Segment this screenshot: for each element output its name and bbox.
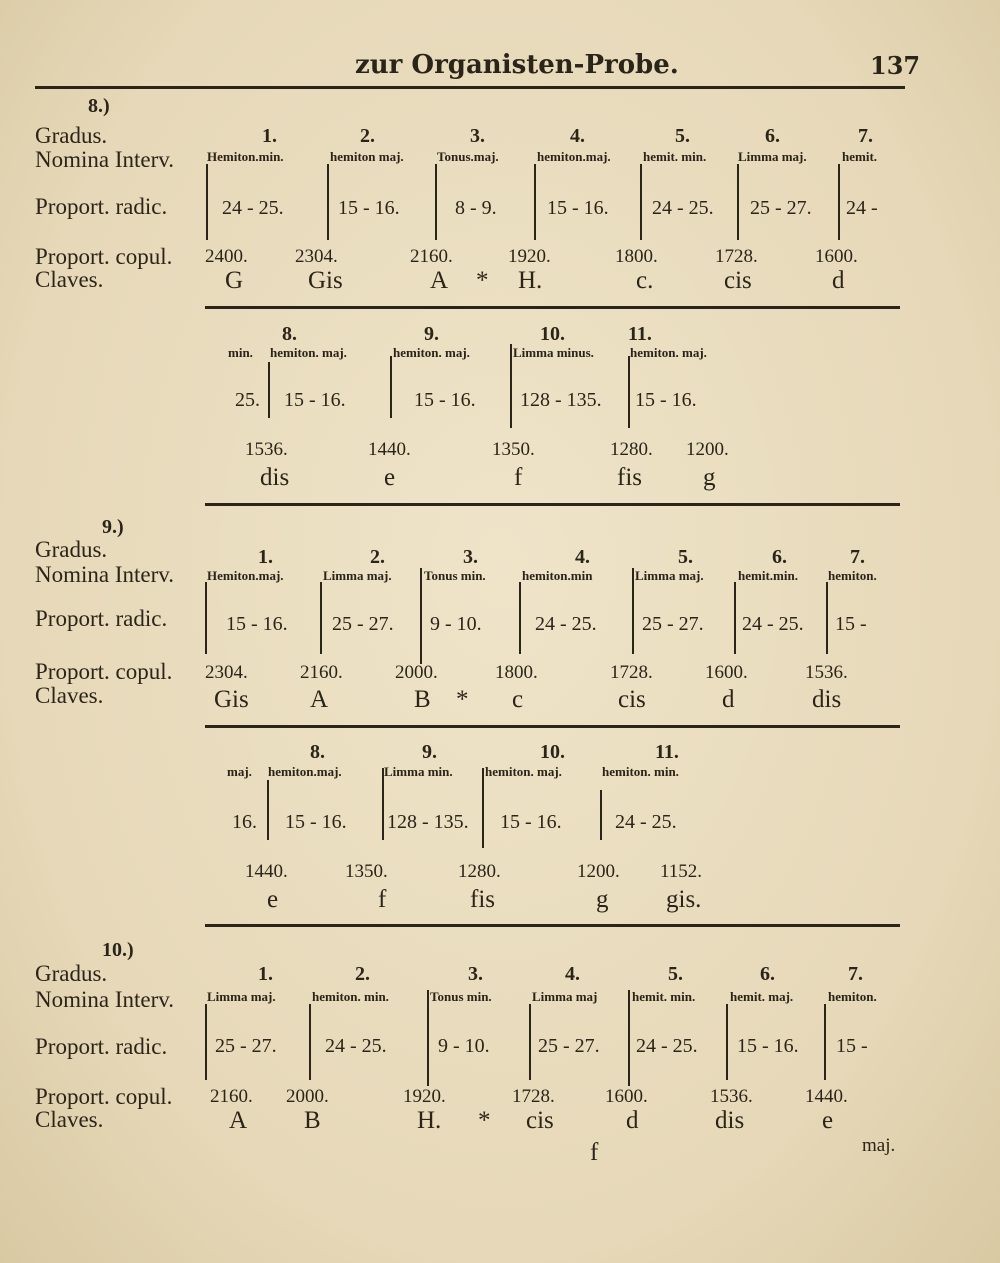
interval-name: hemiton. maj. [393,345,470,360]
gradus-number: 10. [540,741,565,763]
gradus-number: 1. [258,546,273,568]
section-rule [205,924,900,927]
radix-ratio: 15 - 16. [500,811,562,833]
clavis-note: cis [618,686,646,713]
gradus-number: 2. [360,125,375,147]
interval-name: Limma maj. [635,568,704,583]
clavis-note: d [832,267,845,294]
copula-value: 1536. [245,439,288,460]
nomina-label: Nomina Interv. [35,147,175,172]
proport-copul-label: Proport. copul. [35,244,173,269]
gradus-number: 4. [575,546,590,568]
radix-ratio: 15 - 16. [635,389,697,411]
section-rule [205,725,900,728]
interval-name: hemiton.min [522,568,593,583]
copula-value: 1728. [512,1086,555,1107]
gradus-number: 4. [570,125,585,147]
gradus-number: 1. [258,963,273,985]
column-divider [600,790,602,840]
column-divider [628,356,630,428]
radix-ratio: 15 - [836,1035,868,1057]
gradus-number: 5. [675,125,690,147]
clavis-note: * [456,686,469,713]
clavis-note: e [822,1107,834,1134]
proport-copul-label: Proport. copul. [35,1084,173,1109]
interval-name: Limma minus. [513,345,594,360]
clavis-note: cis [526,1107,554,1134]
interval-name: Tonus min. [430,989,492,1004]
column-divider [737,164,739,240]
clavis-note: * [478,1107,491,1134]
gradus-number: 11. [655,741,679,763]
proport-radic-label: Proport. radic. [35,194,168,219]
clavis-note: fis [617,464,642,491]
clavis-note: A [229,1107,248,1134]
column-divider [205,582,207,654]
clavis-note: e [384,464,396,491]
interval-name: maj. [227,764,252,779]
claves-label: Claves. [35,683,104,708]
column-divider [826,582,828,654]
column-divider [320,582,322,654]
gradus-number: 3. [463,546,478,568]
interval-name: hemit. [842,149,878,164]
copula-value: 2000. [395,662,438,683]
clavis-note: fis [470,886,495,913]
clavis-note: B [304,1107,321,1134]
nomina-label: Nomina Interv. [35,562,175,587]
column-divider [519,582,521,654]
radix-ratio: 9 - 10. [430,613,482,635]
interval-name: Hemiton.min. [207,149,284,164]
clavis-note: cis [724,267,752,294]
interval-name: hemiton maj. [330,149,404,164]
radix-ratio: 15 - 16. [547,197,609,219]
radix-ratio: 25 - 27. [215,1035,277,1057]
interval-name: hemit. min. [643,149,707,164]
gradus-number: 5. [668,963,683,985]
gradus-number: 6. [765,125,780,147]
nomina-label: Nomina Interv. [35,987,175,1012]
radix-ratio: 15 - 16. [284,389,346,411]
copula-value: 2160. [300,662,343,683]
clavis-note: H. [518,267,543,294]
copula-value: 1440. [805,1086,848,1107]
copula-value: 2400. [205,246,248,267]
section-number: 9.) [102,516,124,538]
column-divider [534,164,536,240]
clavis-note: dis [715,1107,745,1134]
column-divider [420,568,422,664]
running-title: zur Organisten-Probe. [355,50,679,80]
gradus-number: 11. [628,323,652,345]
copula-value: 1350. [492,439,535,460]
section-number: 8.) [88,95,110,117]
header-rule [35,86,905,89]
interval-name: hemiton.maj. [537,149,611,164]
clavis-note: d [626,1107,639,1134]
radix-ratio: 9 - 10. [438,1035,490,1057]
clavis-note: c [512,686,524,713]
interval-name: Tonus.maj. [437,149,499,164]
radix-ratio: 24 - 25. [615,811,677,833]
copula-value: 2160. [410,246,453,267]
column-divider [205,1004,207,1080]
section-number: 10.) [102,939,134,961]
interval-name: Limma maj. [323,568,392,583]
column-divider [824,1004,826,1080]
copula-value: 1200. [577,861,620,882]
copula-value: 1280. [610,439,653,460]
column-divider [734,582,736,654]
column-divider [390,356,392,418]
clavis-note: f [378,886,387,913]
radix-ratio: 25. [235,389,260,411]
column-divider [268,362,270,418]
interval-name: Limma maj. [738,149,807,164]
interval-name: hemit. maj. [730,989,794,1004]
gradus-number: 9. [422,741,437,763]
clavis-note: B [414,686,431,713]
clavis-note: f [514,464,523,491]
copula-value: 1536. [710,1086,753,1107]
radix-ratio: 16. [232,811,257,833]
copula-value: 1152. [660,861,703,882]
column-divider [529,1004,531,1080]
radix-ratio: 24 - 25. [222,197,284,219]
interval-name: Hemiton.maj. [207,568,284,583]
page-number: 137 [870,51,921,80]
copula-value: 1440. [245,861,288,882]
catchword-maj: maj. [862,1135,896,1156]
interval-name: hemiton. maj. [630,345,707,360]
interval-name: Limma min. [384,764,453,779]
radix-ratio: 25 - 27. [538,1035,600,1057]
radix-ratio: 25 - 27. [332,613,394,635]
clavis-note: G [225,267,244,294]
column-divider [726,1004,728,1080]
interval-name: hemiton. maj. [485,764,562,779]
radix-ratio: 15 - 16. [338,197,400,219]
copula-value: 1280. [458,861,501,882]
gradus-number: 9. [424,323,439,345]
column-divider [327,164,329,240]
proport-radic-label: Proport. radic. [35,1034,168,1059]
clavis-note: dis [260,464,290,491]
radix-ratio: 24 - 25. [636,1035,698,1057]
copula-value: 1350. [345,861,388,882]
interval-name: Limma maj. [207,989,276,1004]
radix-ratio: 24 - 25. [535,613,597,635]
copula-value: 1440. [368,439,411,460]
clavis-note: Gis [308,267,343,294]
interval-name: hemiton. [828,568,877,583]
copula-value: 1600. [815,246,858,267]
clavis-note: Gis [214,686,249,713]
column-divider [382,768,384,840]
copula-value: 1536. [805,662,848,683]
radix-ratio: 15 - [835,613,867,635]
gradus-number: 1. [262,125,277,147]
radix-ratio: 24 - 25. [742,613,804,635]
interval-name: hemiton.maj. [268,764,342,779]
gradus-number: 7. [858,125,873,147]
interval-name: min. [228,345,253,360]
interval-name: hemiton. maj. [270,345,347,360]
column-divider [510,344,512,428]
gradus-label: Gradus. [35,537,108,562]
radix-ratio: 15 - 16. [737,1035,799,1057]
radix-ratio: 25 - 27. [642,613,704,635]
clavis-note: * [476,267,489,294]
copula-value: 1728. [715,246,758,267]
column-divider [309,1004,311,1080]
gradus-number: 2. [370,546,385,568]
clavis-note: A [430,267,449,294]
gradus-number: 2. [355,963,370,985]
claves-label: Claves. [35,267,104,292]
column-divider [206,164,208,240]
copula-value: 2304. [205,662,248,683]
radix-ratio: 128 - 135. [387,811,469,833]
copula-value: 1600. [605,1086,648,1107]
proport-copul-label: Proport. copul. [35,659,173,684]
interval-name: hemiton. [828,989,877,1004]
gradus-label: Gradus. [35,123,108,148]
copula-value: 2160. [210,1086,253,1107]
copula-value: 2304. [295,246,338,267]
clavis-note: c. [636,267,654,294]
catchword: f [590,1139,599,1166]
radix-ratio: 15 - 16. [414,389,476,411]
claves-label: Claves. [35,1107,104,1132]
radix-ratio: 15 - 16. [226,613,288,635]
proport-radic-label: Proport. radic. [35,606,168,631]
copula-value: 2000. [286,1086,329,1107]
column-divider [640,164,642,240]
gradus-number: 3. [468,963,483,985]
column-divider [435,164,437,240]
copula-value: 1200. [686,439,729,460]
radix-ratio: 15 - 16. [285,811,347,833]
gradus-number: 4. [565,963,580,985]
gradus-label: Gradus. [35,961,108,986]
gradus-number: 7. [850,546,865,568]
copula-value: 1600. [705,662,748,683]
section-rule [205,503,900,506]
interval-name: hemit.min. [738,568,798,583]
clavis-note: gis. [666,886,702,913]
radix-ratio: 24 - 25. [652,197,714,219]
column-divider [628,990,630,1086]
column-divider [838,164,840,240]
section-rule [205,306,900,309]
copula-value: 1920. [403,1086,446,1107]
gradus-number: 6. [760,963,775,985]
copula-value: 1728. [610,662,653,683]
column-divider [632,568,634,654]
clavis-note: g [596,886,609,913]
interval-name: hemiton. min. [312,989,389,1004]
interval-name: hemiton. min. [602,764,679,779]
gradus-number: 6. [772,546,787,568]
radix-ratio: 24 - [846,197,878,219]
gradus-number: 8. [282,323,297,345]
copula-value: 1920. [508,246,551,267]
interval-name: Tonus min. [424,568,486,583]
column-divider [482,768,484,848]
clavis-note: A [310,686,329,713]
radix-ratio: 8 - 9. [455,197,497,219]
radix-ratio: 25 - 27. [750,197,812,219]
gradus-number: 8. [310,741,325,763]
gradus-number: 5. [678,546,693,568]
gradus-number: 7. [848,963,863,985]
clavis-note: g [703,464,716,491]
clavis-note: d [722,686,735,713]
interval-name: hemit. min. [632,989,696,1004]
copula-value: 1800. [615,246,658,267]
radix-ratio: 128 - 135. [520,389,602,411]
gradus-number: 3. [470,125,485,147]
interval-name: Limma maj [532,989,598,1004]
column-divider [427,990,429,1086]
column-divider [267,780,269,840]
gradus-number: 10. [540,323,565,345]
clavis-note: dis [812,686,842,713]
radix-ratio: 24 - 25. [325,1035,387,1057]
clavis-note: e [267,886,279,913]
clavis-note: H. [417,1107,442,1134]
copula-value: 1800. [495,662,538,683]
